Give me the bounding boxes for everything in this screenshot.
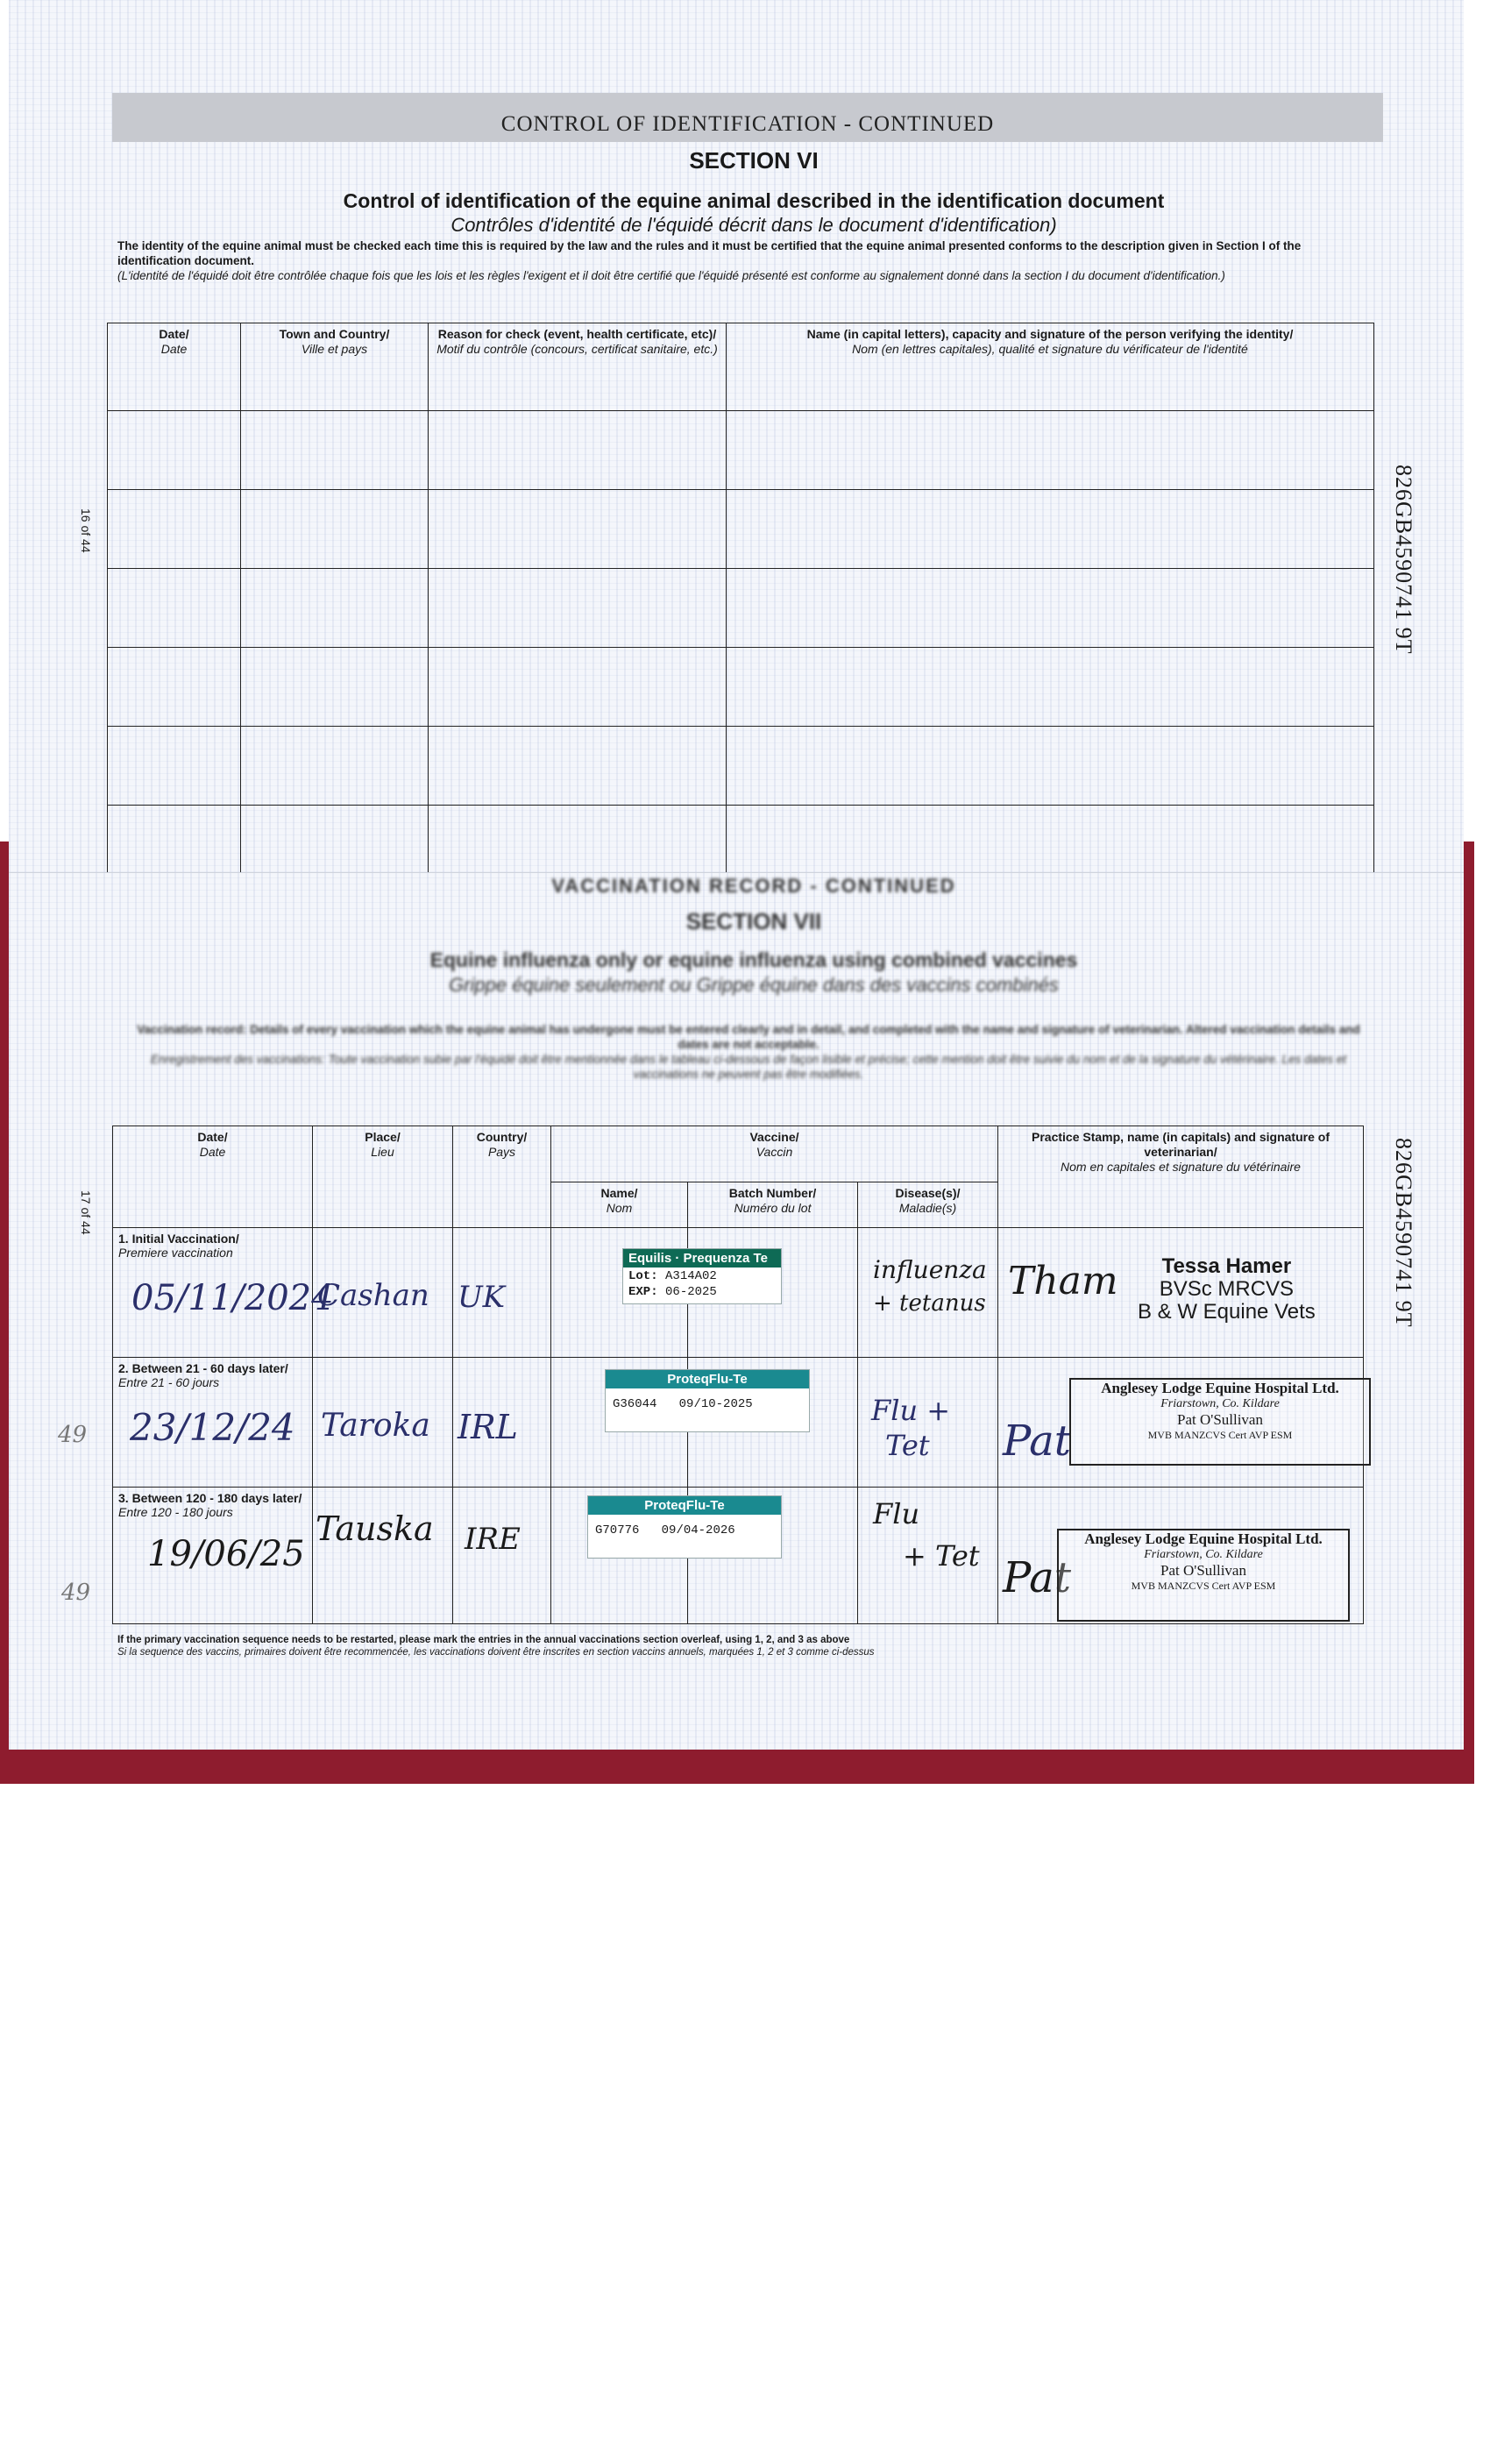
sticker-batch-line [606,1388,809,1420]
section-title: SECTION VII [685,908,822,934]
page-16 [9,0,1464,872]
sticker-lot-line [623,1268,781,1285]
stamp-address: Friarstown, Co. Kildare [1144,1548,1263,1561]
col-vaccine [551,1126,998,1182]
col-disease-fr: Maladie(s) [898,1201,957,1215]
cell [313,1488,453,1624]
vaccine-sticker [587,1495,782,1559]
footnote [117,1634,1257,1658]
sticker-brand: ProteqFlu-Te [606,1370,809,1388]
col-date [113,1126,313,1228]
title-fr: Grippe équine seulement ou Grippe équine dans des vaccins combinés [449,974,1059,996]
vet-name: Tessa Hamer [1161,1254,1292,1278]
vet-quals: BVSc MRCVS [1159,1277,1295,1301]
hw-country: IRE [465,1522,521,1557]
cell [429,727,727,806]
cell [241,490,429,569]
page-number: 17 of 44 [79,1190,93,1235]
page-number: 16 of 44 [79,508,93,553]
col-town [241,323,429,411]
cell [727,569,1374,648]
col-date [108,323,241,411]
hw-place: Taroka [321,1408,430,1444]
col-vaccine-en: Vaccine/ [749,1130,799,1144]
col-place-fr: Lieu [371,1145,394,1159]
col-vaccine-fr: Vaccin [756,1145,793,1159]
cell [727,490,1374,569]
col-verifier-en: Name (in capital letters), capacity and signature of the person verifying the identity/ [806,327,1294,341]
table-row [108,648,1374,727]
cell [429,490,727,569]
stamp-vet: Pat O'Sullivan [1177,1411,1263,1428]
footnote-en: If the primary vaccination sequence needs to be restarted, please mark the entries in the annual vaccinations section overleaf, using 1, 2, and 3 as above [117,1635,850,1645]
col-date-en: Date/ [197,1130,228,1144]
col-verifier-fr: Nom (en lettres capitales), qualité et signature du vérificateur de l'identité [852,342,1248,356]
hw-disease-1: influenza [873,1255,987,1284]
instructions [117,238,1362,283]
cell [241,727,429,806]
col-reason-fr: Motif du contrôle (concours, certificat sanitaire, etc.) [436,342,718,356]
sticker-brand-text: Equilis [628,1251,672,1266]
table-row [108,569,1374,648]
cell [727,648,1374,727]
step-fr: Premiere vaccination [118,1246,233,1260]
section-banner: CONTROL OF IDENTIFICATION - CONTINUED [112,93,1383,142]
step-en: 3. Between 120 - 180 days later/ [118,1491,302,1505]
title-en: Control of identification of the equine animal described in the identification document [343,189,1165,212]
practice-stamp [1057,1529,1350,1622]
title-en: Equine influenza only or equine influenza using combined vaccines [429,948,1078,971]
col-country-en: Country/ [476,1130,528,1144]
lot-number: A314A02 [665,1269,717,1283]
stamp-address: Friarstown, Co. Kildare [1160,1397,1280,1410]
col-town-fr: Ville et pays [301,342,368,356]
cell [241,569,429,648]
col-batch [688,1182,858,1228]
cell [241,411,429,490]
vaccine-sticker [605,1369,810,1432]
col-batch-en: Batch Number/ [728,1186,817,1200]
lot-number: G36044 [613,1397,657,1411]
col-place [313,1126,453,1228]
passport-number: 826GB4590741 9T [1391,465,1416,655]
col-country-fr: Pays [487,1145,516,1159]
col-name-fr: Nom [606,1201,633,1215]
instructions-fr: Enregistrement des vaccinations: Toute vaccination subie par l'équidé doit être mentionnée dans le tableau ci-dessous de façon lisible et précise; cette mention doit être suivie du nom et de la signature du vétérinaire. Les dates et vaccinations ne peuvent pas être modifiées. [150,1053,1347,1081]
lot-number: G70776 [595,1523,640,1537]
stamp-quals: MVB MANZCVS Cert AVP ESM [1131,1580,1276,1592]
col-town-en: Town and Country/ [279,327,390,341]
exp-label: EXP: [628,1285,658,1299]
col-reason [429,323,727,411]
sticker-product: Prequenza Te [683,1251,768,1266]
cell [429,569,727,648]
col-date-fr: Date [160,342,188,356]
table-row [108,727,1374,806]
table-row [108,806,1374,873]
hw-disease-1: Flu + [871,1394,951,1427]
col-vaccine-name [551,1182,688,1228]
page-17 [9,872,1464,1750]
cell [429,806,727,873]
stamp-practice: Anglesey Lodge Equine Hospital Ltd. [1084,1530,1323,1547]
cell [241,806,429,873]
hw-disease-2: + Tet [903,1539,980,1573]
step-fr: Entre 21 - 60 jours [118,1375,220,1389]
col-verifier [727,323,1374,411]
cell [108,727,241,806]
cell [108,806,241,873]
vet-practice: B & W Equine Vets [1138,1300,1316,1324]
hw-place: Cashan [317,1278,429,1313]
cell [727,727,1374,806]
hw-disease-2: Tet [885,1429,930,1462]
col-reason-en: Reason for check (event, health certificate, etc)/ [437,327,717,341]
table-row [108,490,1374,569]
col-disease-en: Disease(s)/ [895,1186,961,1200]
cell [429,411,727,490]
identification-table [107,323,1374,872]
sticker-exp-line [623,1285,781,1299]
col-stamp-en: Practice Stamp, name (in capitals) and signature of veterinarian/ [1032,1130,1330,1159]
step-en: 2. Between 21 - 60 days later/ [118,1361,288,1375]
col-disease [858,1182,998,1228]
hw-country: IRL [458,1408,518,1446]
hw-date: 05/11/2024 [131,1278,334,1318]
col-place-en: Place/ [365,1130,401,1144]
cell [108,569,241,648]
col-country [453,1126,551,1228]
hw-date: 19/06/25 [147,1534,305,1574]
title-fr: Contrôles d'identité de l'équidé décrit dans le document d'identification) [451,214,1057,236]
vet-signature: Tham [1008,1259,1118,1303]
col-stamp-fr: Nom en capitales et signature du vétérinaire [1061,1160,1301,1174]
cell [241,648,429,727]
stamp-vet: Pat O'Sullivan [1160,1562,1246,1579]
step-en: 1. Initial Vaccination/ [118,1232,239,1246]
practice-stamp [1069,1378,1371,1466]
sticker-brand: ProteqFlu-Te [588,1496,781,1515]
hw-disease-2: + tetanus [873,1290,986,1317]
col-name-en: Name/ [600,1186,638,1200]
table-row [108,411,1374,490]
cell [108,411,241,490]
instructions-en: The identity of the equine animal must be checked each time this is required by the law and the rules and it must be certified that the equine animal presented conforms to the description given in Section I of the identification document. [117,239,1302,267]
table-header-row [108,323,1374,411]
footnote-fr: Si la sequence des vaccins, primaires doivent être recommencée, les vaccinations doivent être inscrites en section vaccins annuels, marquées 1, 2 et 3 comme ci-dessus [117,1647,875,1658]
stamp-quals: MVB MANZCVS Cert AVP ESM [1147,1429,1293,1441]
instructions-fr: (L'identité de l'équidé doit être contrôlée chaque fois que les lois et les règles l'exigent et il doit être certifié que l'équidé présenté est conforme au signalement donné dans la section I du document d'identification.) [117,269,1225,282]
lot-label: Lot: [628,1269,658,1283]
hw-date: 23/12/24 [130,1406,295,1449]
section-title: SECTION VI [689,147,819,174]
margin-note: 49 [61,1580,91,1606]
vet-signature: Pat [1003,1553,1072,1602]
sticker-batch-line [588,1515,781,1546]
table-header-row [113,1126,1364,1182]
vaccine-sticker [622,1248,782,1304]
vet-signature: Pat [1003,1417,1072,1466]
exp-date: 09/10-2025 [678,1397,753,1411]
passport-number: 826GB4590741 9T [1391,1138,1416,1328]
instructions [126,1022,1371,1082]
cell [108,648,241,727]
instructions-en: Vaccination record: Details of every vaccination which the equine animal has undergone must be entered clearly and in detail, and completed with the name and signature of veterinarian. Altered vaccination details and dates are not acceptable. [137,1023,1360,1051]
vet-stamp [1138,1255,1316,1324]
col-date-en: Date/ [159,327,189,341]
hw-disease-1: Flu [873,1497,920,1530]
step-fr: Entre 120 - 180 jours [118,1505,233,1519]
col-date-fr: Date [199,1145,226,1159]
cell [727,411,1374,490]
margin-note: 49 [58,1422,88,1448]
exp-date: 06-2025 [665,1285,717,1299]
col-stamp [998,1126,1364,1228]
sticker-brand: Equilis · Prequenza Te [623,1249,781,1268]
stamp-practice: Anglesey Lodge Equine Hospital Ltd. [1101,1380,1339,1396]
cell [429,648,727,727]
cell [108,490,241,569]
cell [727,806,1374,873]
hw-place: Tauska [316,1509,434,1548]
col-batch-fr: Numéro du lot [734,1201,812,1215]
section-banner: VACCINATION RECORD - CONTINUED [551,875,956,897]
hw-country: UK [458,1280,506,1315]
exp-date: 09/04-2026 [661,1523,735,1537]
